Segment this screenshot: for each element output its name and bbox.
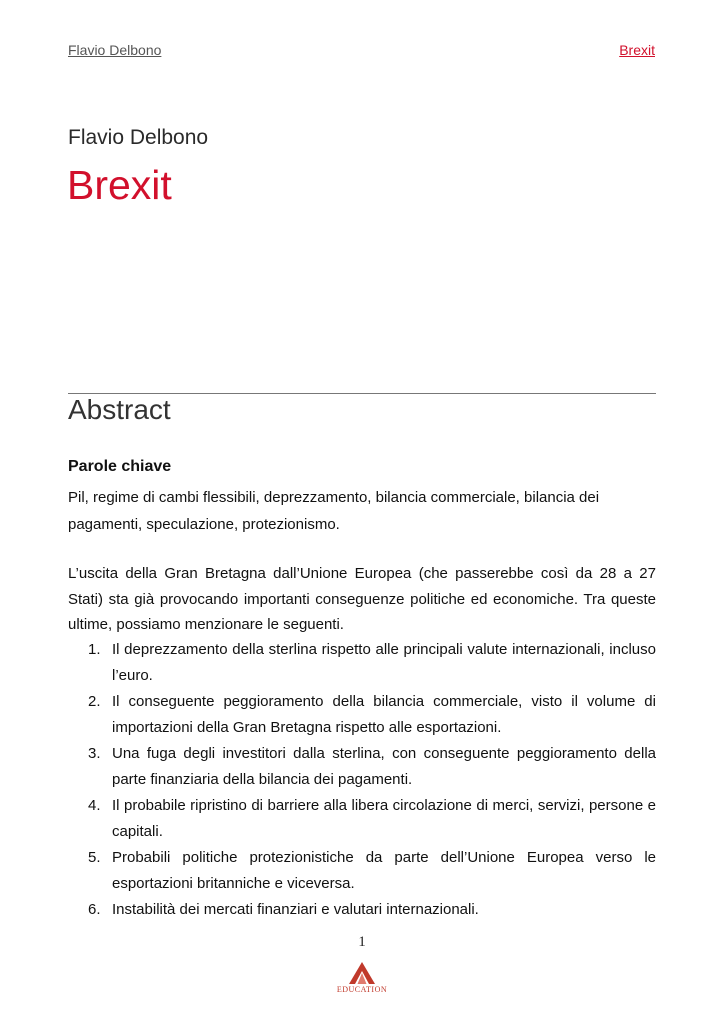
header-title-link[interactable]: Brexit: [619, 42, 655, 58]
list-item-number: 6.: [88, 901, 101, 918]
page-number: 1: [358, 934, 366, 950]
publisher-logo-icon: [349, 962, 375, 984]
list-item: [68, 637, 656, 688]
list-item: [68, 845, 656, 896]
document-title: Brexit: [67, 162, 172, 208]
publisher-logo: [332, 962, 392, 998]
list-item-text: Una fuga degli investitori dalla sterlina, con conseguente peggioramento della parte finanziaria della bilancia dei pagamenti.: [112, 745, 656, 788]
abstract-heading: Abstract: [68, 394, 171, 425]
list-item-number: 4.: [88, 797, 101, 814]
keywords-text: Pil, regime di cambi flessibili, deprezzamento, bilancia commerciale, bilancia dei pagamenti, speculazione, protezionismo.: [68, 489, 600, 533]
list-item-number: 3.: [88, 745, 101, 762]
keywords-heading: Parole chiave: [68, 458, 172, 475]
intro-paragraph: L’uscita della Gran Bretagna dall’Unione Europea (che passerebbe così da 28 a 27 Stati) sta già provocando importanti conseguenze politiche ed economiche. Tra queste ultime, possiamo menzionare le seguenti.: [68, 565, 656, 633]
list-item-text: Il conseguente peggioramento della bilancia commerciale, visto il volume di importazioni della Gran Bretagna rispetto alle esportazioni.: [112, 693, 656, 736]
list-item: [68, 741, 656, 792]
document-author: Flavio Delbono: [68, 126, 209, 149]
list-item-text: Il deprezzamento della sterlina rispetto alle principali valute internazionali, incluso l’euro.: [112, 641, 656, 684]
list-item-number: 1.: [88, 641, 101, 658]
list-item: [68, 897, 656, 923]
list-item: [68, 793, 656, 844]
consequences-list: [68, 637, 656, 924]
list-item: [68, 689, 656, 740]
publisher-logo-text: EDUCATION: [336, 985, 388, 994]
header-author-link[interactable]: Flavio Delbono: [68, 42, 162, 58]
list-item-text: Probabili politiche protezionistiche da parte dell’Unione Europea verso le esportazioni britanniche e viceversa.: [112, 849, 656, 892]
list-item-number: 5.: [88, 849, 101, 866]
list-item-number: 2.: [88, 693, 101, 710]
list-item-text: Il probabile ripristino di barriere alla libera circolazione di merci, servizi, persone e capitali.: [112, 797, 656, 840]
list-item-text: Instabilità dei mercati finanziari e valutari internazionali.: [112, 901, 479, 918]
